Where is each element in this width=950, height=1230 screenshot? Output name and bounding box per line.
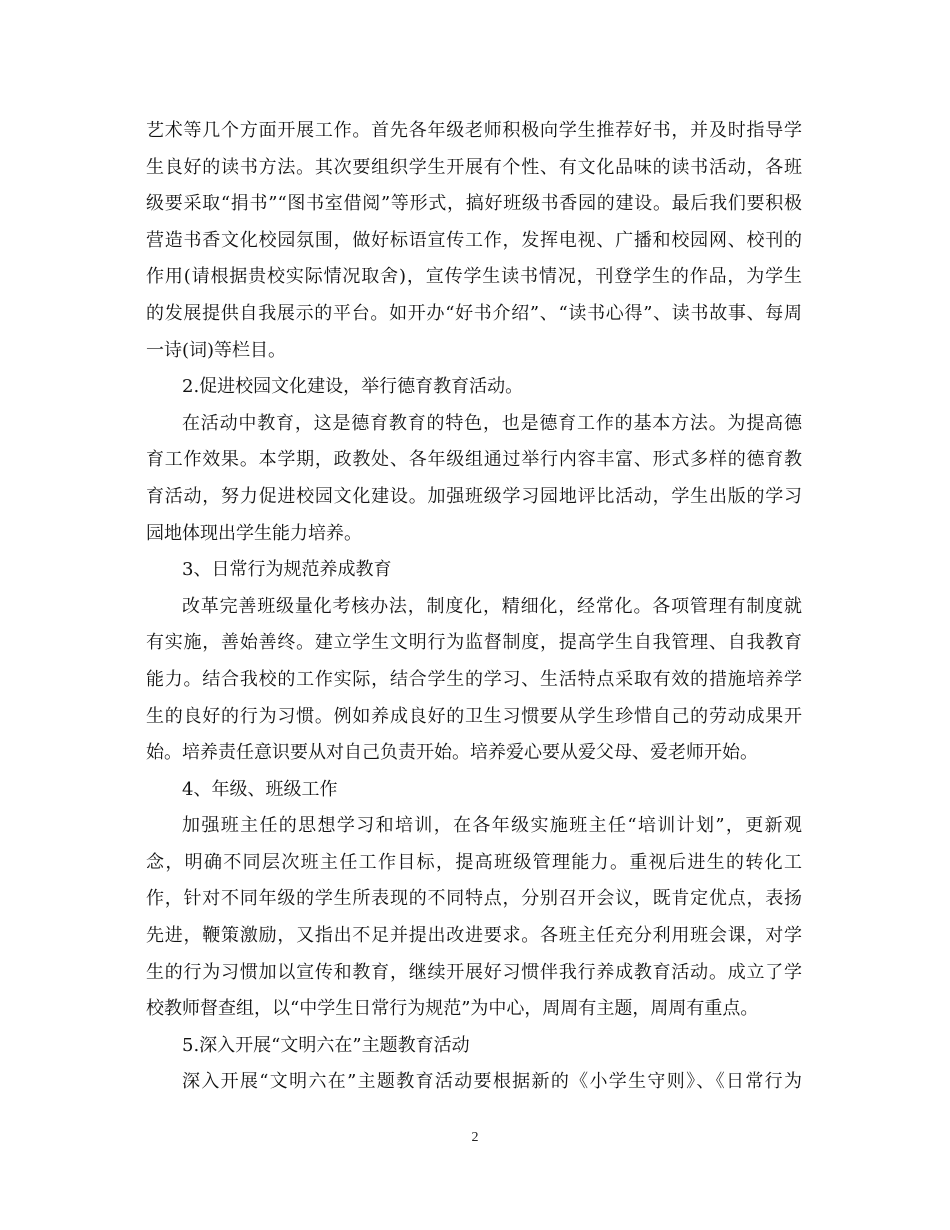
text-line: 在活动中教育，这是德育教育的特色，也是德育工作的基本方法。为提高德 xyxy=(182,412,802,434)
body-paragraph xyxy=(146,406,802,552)
text-line: 的发展提供自我展示的平台。如开办“好书介绍”、“读书心得”、读书故事、每周 xyxy=(146,302,802,324)
text-line: 育工作效果。本学期，政教处、各年级组通过举行内容丰富、形式多样的德育教 xyxy=(146,449,802,471)
body-paragraph xyxy=(146,1064,802,1101)
section-heading xyxy=(146,552,802,589)
body-paragraph xyxy=(146,113,802,369)
text-line: 生的良好的行为习惯。例如养成良好的卫生习惯要从学生珍惜自己的劳动成果开 xyxy=(146,705,802,727)
document-body xyxy=(146,113,802,1101)
section-heading xyxy=(146,369,802,406)
text-line: 生良好的读书方法。其次要组织学生开展有个性、有文化品味的读书活动，各班 xyxy=(146,156,802,178)
text-line: 级要采取“捐书”“图书室借阅”等形式，搞好班级书香园的建设。最后我们要积极 xyxy=(146,193,802,215)
text-line: 校教师督查组，以“中学生日常行为规范”为中心，周周有主题，周周有重点。 xyxy=(146,998,759,1020)
section-heading xyxy=(146,772,802,809)
text-line: 加强班主任的思想学习和培训，在各年级实施班主任“培训计划”，更新观 xyxy=(182,815,802,837)
text-line: 5.深入开展“文明六在”主题教育活动 xyxy=(182,1034,470,1056)
text-line: 生的行为习惯加以宣传和教育，继续开展好习惯伴我行养成教育活动。成立了学 xyxy=(146,961,802,983)
text-line: 念，明确不同层次班主任工作目标，提高班级管理能力。重视后进生的转化工 xyxy=(146,851,802,873)
text-line: 能力。结合我校的工作实际，结合学生的学习、生活特点采取有效的措施培养学 xyxy=(146,668,802,690)
text-line: 艺术等几个方面开展工作。首先各年级老师积极向学生推荐好书，并及时指导学 xyxy=(146,120,802,141)
text-line: 3、日常行为规范养成教育 xyxy=(182,559,392,581)
text-line: 深入开展“文明六在”主题教育活动要根据新的《小学生守则》、《日常行为 xyxy=(182,1071,802,1093)
text-line: 4、年级、班级工作 xyxy=(182,778,338,800)
text-line: 始。培养责任意识要从对自己负责开始。培养爱心要从爱父母、爱老师开始。 xyxy=(146,742,758,764)
text-line: 2.促进校园文化建设，举行德育教育活动。 xyxy=(182,376,524,398)
section-heading xyxy=(146,1028,802,1065)
text-line: 育活动，努力促进校园文化建设。加强班级学习园地评比活动，学生出版的学习 xyxy=(146,485,802,507)
body-paragraph xyxy=(146,589,802,772)
page-number: 2 xyxy=(471,1130,479,1145)
body-paragraph xyxy=(146,808,802,1028)
text-line: 改革完善班级量化考核办法，制度化，精细化，经常化。各项管理有制度就 xyxy=(182,595,802,617)
text-line: 有实施，善始善终。建立学生文明行为监督制度，提高学生自我管理、自我教育 xyxy=(146,632,802,654)
text-line: 作，针对不同年级的学生所表现的不同特点，分别召开会议，既肯定优点，表扬 xyxy=(146,888,802,910)
text-line: 先进，鞭策激励，又指出不足并提出改进要求。各班主任充分利用班会课，对学 xyxy=(146,925,802,947)
text-line: 营造书香文化校园氛围，做好标语宣传工作，发挥电视、广播和校园网、校刊的 xyxy=(146,229,802,251)
text-line: 作用(请根据贵校实际情况取舍)，宣传学生读书情况，刊登学生的作品，为学生 xyxy=(146,266,802,288)
text-line: 一诗(词)等栏目。 xyxy=(146,339,287,361)
text-line: 园地体现出学生能力培养。 xyxy=(146,522,362,544)
